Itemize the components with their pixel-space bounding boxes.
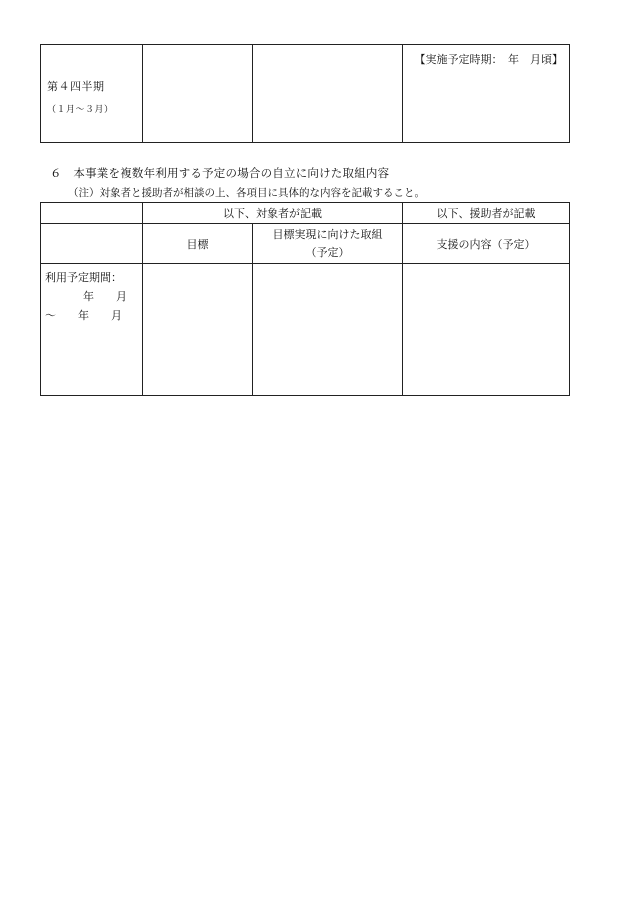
entry-row <box>41 264 570 396</box>
goal-input-cell[interactable] <box>143 264 253 396</box>
quarter-input-cell-2[interactable] <box>253 45 403 143</box>
efforts-input-cell[interactable] <box>253 264 403 396</box>
quarter-table <box>40 44 570 143</box>
col-efforts-line1: 目標実現に向けた取組 <box>272 227 383 241</box>
header-row-2 <box>41 224 570 264</box>
period-label: 利用予定期間： <box>45 271 122 284</box>
period-to: ～ 年 月 <box>45 309 122 322</box>
quarter-months: （１月～３月） <box>47 105 114 115</box>
col-efforts <box>253 224 403 264</box>
quarter-label: 第４四半期 <box>47 80 105 93</box>
implementation-time: 【実施予定時期： 年 月頃】 <box>414 53 563 66</box>
quarter-label-cell <box>41 45 143 143</box>
header-empty-cell-2 <box>41 224 143 264</box>
header-row-1 <box>41 203 570 224</box>
header-supporter: 以下、援助者が記載 <box>403 203 570 224</box>
section-6-title: ６ 本事業を複数年利用する予定の場合の自立に向けた取組内容 <box>50 166 390 180</box>
quarter-input-cell-1[interactable] <box>143 45 253 143</box>
col-support: 支援の内容（予定） <box>403 224 570 264</box>
independence-plan-table <box>40 202 570 396</box>
col-efforts-line2: （予定） <box>305 245 350 259</box>
support-input-cell[interactable] <box>403 264 570 396</box>
header-subject: 以下、対象者が記載 <box>143 203 403 224</box>
header-empty-cell <box>41 203 143 224</box>
quarter-row <box>41 45 570 143</box>
section-6-note: （注）対象者と援助者が相談の上、各項目に具体的な内容を記載すること。 <box>68 187 425 199</box>
col-goal: 目標 <box>143 224 253 264</box>
quarter-implementation-cell[interactable] <box>403 45 570 143</box>
period-cell[interactable] <box>41 264 143 396</box>
period-from: 年 月 <box>83 290 127 303</box>
